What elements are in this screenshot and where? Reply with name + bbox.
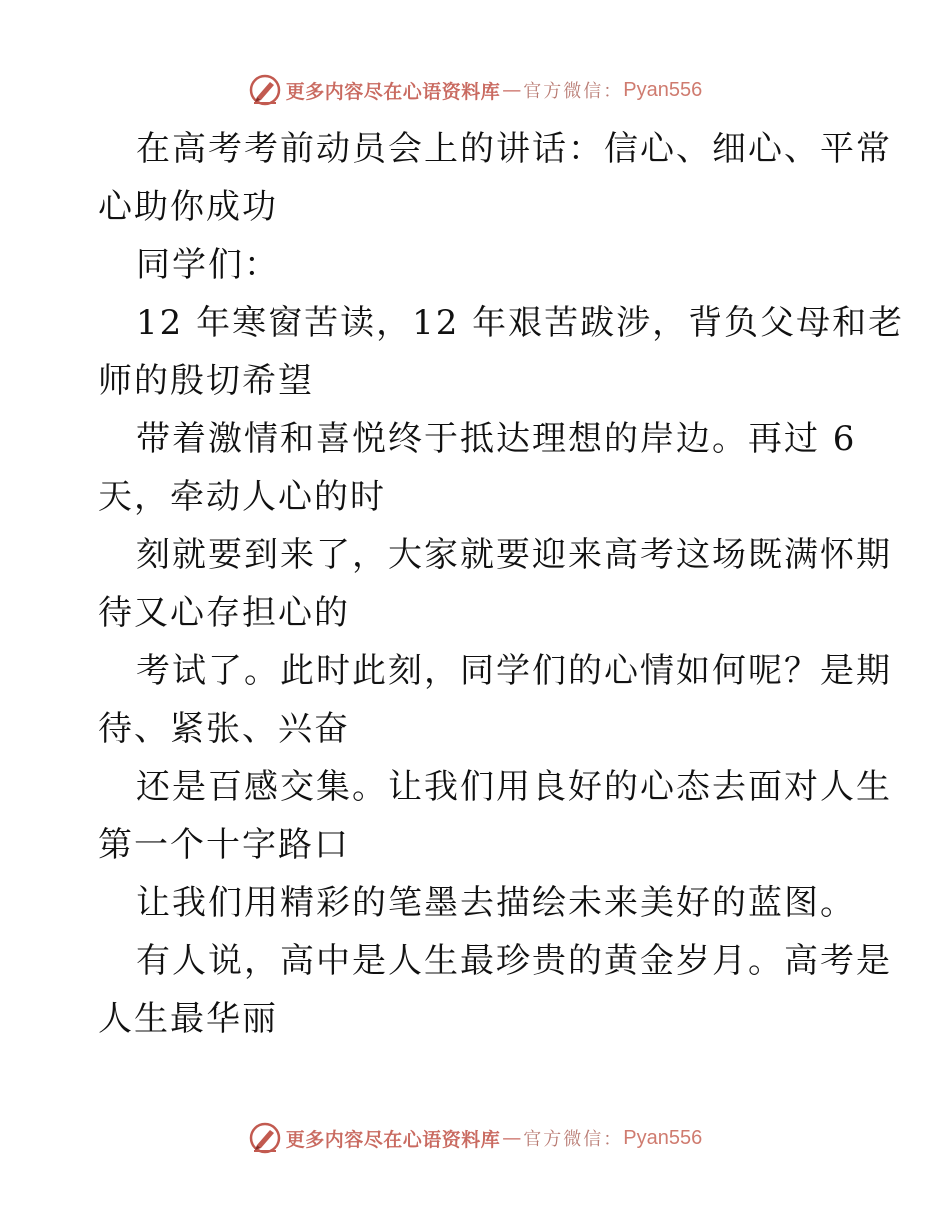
text-line: 12 年寒窗苦读，12 年艰苦跋涉，背负父母和老 bbox=[136, 303, 905, 343]
text-line: 带着激情和喜悦终于抵达理想的岸边。再过 6 bbox=[136, 419, 857, 459]
quill-pen-icon bbox=[248, 73, 282, 107]
watermark-site-text: 更多内容尽在心语资料库 bbox=[285, 1128, 501, 1151]
text-line: 考试了。此时此刻，同学们的心情如何呢？是期 bbox=[136, 651, 892, 691]
watermark-site-text: 更多内容尽在心语资料库 bbox=[285, 80, 501, 103]
text-line: 心助你成功 bbox=[98, 187, 278, 227]
text-line: 第一个十字路口 bbox=[98, 825, 350, 865]
watermark-wechat-id: Pyan556 bbox=[623, 1126, 703, 1149]
text-line: 有人说，高中是人生最珍贵的黄金岁月。高考是 bbox=[136, 941, 892, 981]
watermark-dash: — bbox=[502, 1127, 522, 1149]
text-line: 让我们用精彩的笔墨去描绘未来美好的蓝图。 bbox=[136, 883, 856, 923]
text-line: 待又心存担心的 bbox=[98, 593, 350, 633]
text-line: 同学们： bbox=[136, 245, 280, 285]
watermark-wechat-label: 官方微信： bbox=[523, 81, 624, 102]
watermark-wechat-id: Pyan556 bbox=[623, 78, 703, 101]
text-line: 刻就要到来了，大家就要迎来高考这场既满怀期 bbox=[136, 535, 892, 575]
footer-watermark bbox=[0, 1118, 950, 1158]
text-line: 人生最华丽 bbox=[98, 999, 278, 1039]
watermark-dash: — bbox=[502, 79, 522, 101]
document-body bbox=[98, 120, 905, 1048]
header-watermark bbox=[0, 70, 950, 110]
text-line: 天，牵动人心的时 bbox=[98, 477, 386, 517]
watermark-wechat-label: 官方微信： bbox=[523, 1129, 624, 1150]
text-line: 师的殷切希望 bbox=[98, 361, 314, 401]
quill-pen-icon bbox=[248, 1121, 282, 1155]
text-line: 还是百感交集。让我们用良好的心态去面对人生 bbox=[136, 767, 892, 807]
text-line: 待、紧张、兴奋 bbox=[98, 709, 350, 749]
text-line: 在高考考前动员会上的讲话：信心、细心、平常 bbox=[136, 129, 892, 169]
